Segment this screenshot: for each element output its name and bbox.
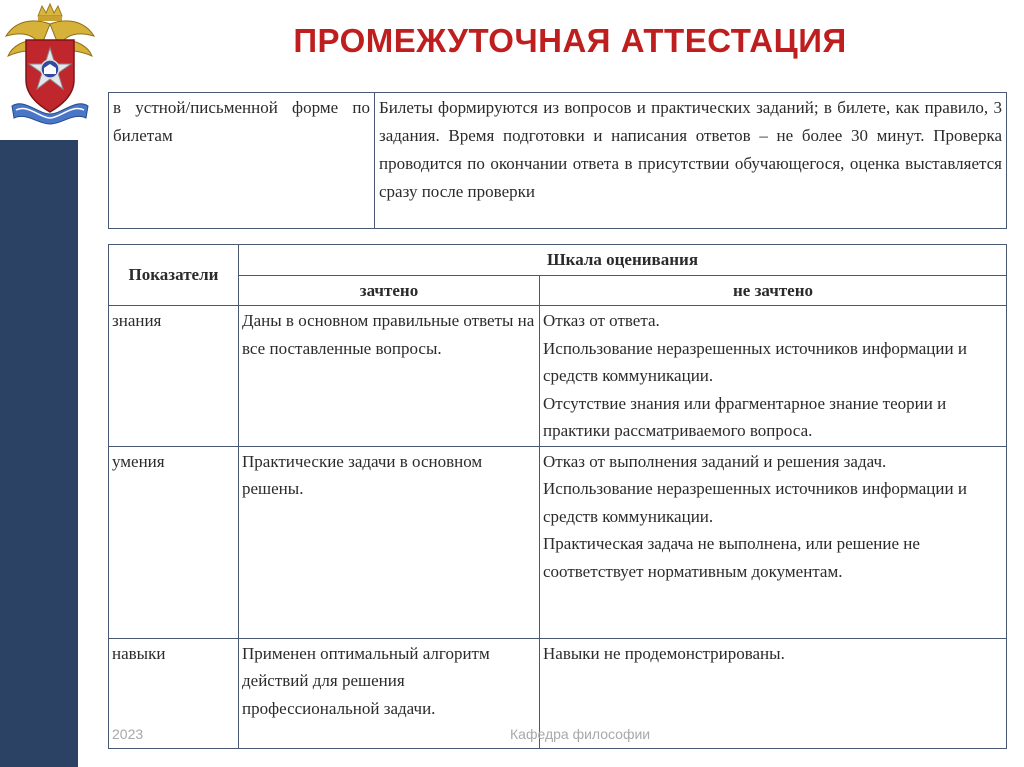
- sidebar-band: [0, 140, 78, 767]
- indicator-cell: умения: [109, 446, 239, 638]
- fail-cell: [540, 446, 1007, 638]
- table-row: [109, 306, 1007, 447]
- fail-item: Отказ от выполнения заданий и решения задач.: [543, 451, 887, 471]
- exam-form-cell: в устной/письменной форме по билетам: [109, 93, 375, 229]
- fail-item: Использование неразрешенных источников информации и средств коммуникации.: [543, 338, 967, 385]
- pass-cell: Практические задачи в основном решены.: [239, 446, 540, 638]
- fail-item: Отказ от ответа.: [543, 311, 660, 330]
- emblem-icon: [4, 2, 96, 130]
- fail-item: Навыки не продемонстрированы.: [543, 643, 785, 663]
- indicator-cell: навыки: [109, 638, 239, 748]
- header-pass: зачтено: [239, 275, 540, 306]
- indicator-cell: знания: [109, 306, 239, 447]
- exam-description-cell: Билеты формируются из вопросов и практических заданий; в билете, как правило, 3 задания. Время подготовки и написания ответов – не более 30 минут. Проверка проводится по окончании ответа в присутствии обучающегося, оценка выставляется сразу после проверки: [375, 93, 1007, 229]
- header-indicators: Показатели: [109, 245, 239, 306]
- grading-table: [108, 244, 1007, 749]
- fail-item: Использование неразрешенных источников информации и средств коммуникации.: [543, 479, 967, 526]
- pass-cell: Даны в основном правильные ответы на все поставленные вопросы.: [239, 306, 540, 447]
- footer-year: 2023: [112, 726, 144, 742]
- pass-cell: Применен оптимальный алгоритм действий для решения профессиональной задачи.: [239, 638, 540, 748]
- footer-department: Кафедра философии: [510, 726, 651, 742]
- fail-item: Практическая задача не выполнена, или решение не соответствует нормативным документам.: [543, 534, 920, 581]
- table-row: [109, 446, 1007, 638]
- page-title: ПРОМЕЖУТОЧНАЯ АТТЕСТАЦИЯ: [293, 22, 847, 59]
- header-scale: Шкала оценивания: [239, 245, 1007, 276]
- fail-item: Отсутствие знания или фрагментарное знание теории и практики рассматриваемого вопроса.: [543, 393, 947, 440]
- exam-format-table: [108, 92, 1007, 229]
- fail-cell: [540, 306, 1007, 447]
- header-fail: не зачтено: [540, 275, 1007, 306]
